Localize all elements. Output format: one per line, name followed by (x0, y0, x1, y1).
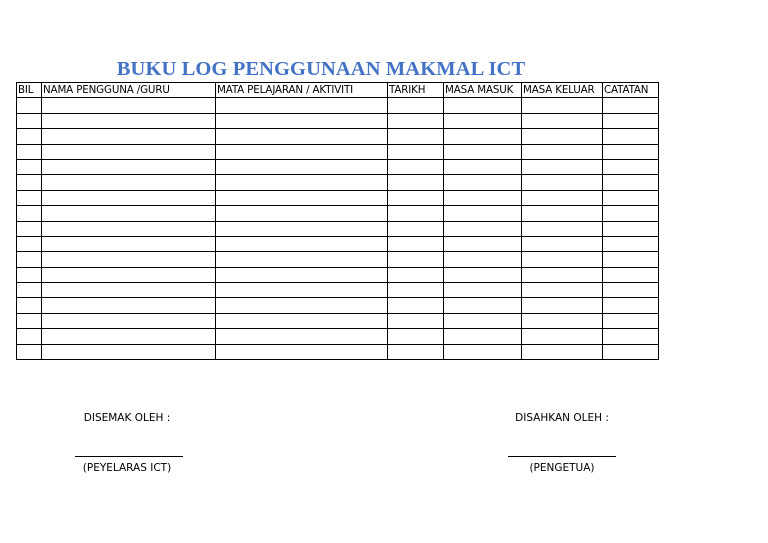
table-cell[interactable] (522, 283, 603, 298)
table-cell[interactable] (216, 98, 388, 113)
table-row (17, 113, 659, 128)
table-cell[interactable] (444, 113, 522, 128)
table-cell[interactable] (216, 236, 388, 251)
table-cell[interactable] (388, 298, 444, 313)
table-cell[interactable] (388, 267, 444, 282)
table-cell[interactable] (388, 236, 444, 251)
table-cell[interactable] (388, 252, 444, 267)
table-cell[interactable] (216, 267, 388, 282)
table-cell[interactable] (17, 267, 42, 282)
table-cell[interactable] (216, 283, 388, 298)
table-cell[interactable] (603, 236, 659, 251)
table-cell[interactable] (444, 98, 522, 113)
table-row (17, 144, 659, 159)
table-cell[interactable] (603, 144, 659, 159)
table-cell[interactable] (603, 252, 659, 267)
table-cell[interactable] (42, 267, 216, 282)
table-cell[interactable] (216, 113, 388, 128)
table-cell[interactable] (42, 113, 216, 128)
table-cell[interactable] (522, 175, 603, 190)
page-title: BUKU LOG PENGGUNAAN MAKMAL ICT (116, 58, 526, 80)
table-cell[interactable] (603, 175, 659, 190)
column-header-masa-keluar: MASA KELUAR (522, 83, 603, 98)
table-cell[interactable] (522, 98, 603, 113)
table-row (17, 159, 659, 174)
table-cell[interactable] (603, 159, 659, 174)
table-cell[interactable] (17, 313, 42, 328)
table-cell[interactable] (216, 313, 388, 328)
column-header-mata-pelajaran: MATA PELAJARAN / AKTIVITI (216, 83, 388, 98)
table-cell[interactable] (42, 129, 216, 144)
table-cell[interactable] (216, 175, 388, 190)
table-cell[interactable] (603, 113, 659, 128)
table-cell[interactable] (522, 206, 603, 221)
table-row (17, 129, 659, 144)
table-cell[interactable] (603, 129, 659, 144)
table-cell[interactable] (42, 190, 216, 205)
table-cell[interactable] (603, 344, 659, 359)
column-header-catatan: CATATAN (603, 83, 659, 98)
table-cell[interactable] (444, 175, 522, 190)
table-cell[interactable] (388, 144, 444, 159)
table-cell[interactable] (17, 329, 42, 344)
table-cell[interactable] (522, 236, 603, 251)
table-cell[interactable] (603, 298, 659, 313)
table-cell[interactable] (42, 175, 216, 190)
table-cell[interactable] (388, 206, 444, 221)
table-body (17, 98, 659, 360)
table-cell[interactable] (17, 283, 42, 298)
table-cell[interactable] (388, 313, 444, 328)
log-table (16, 82, 659, 360)
table-cell[interactable] (17, 129, 42, 144)
table-cell[interactable] (522, 144, 603, 159)
table-cell[interactable] (42, 206, 216, 221)
table-cell[interactable] (17, 113, 42, 128)
table-row (17, 267, 659, 282)
table-cell[interactable] (444, 267, 522, 282)
table-cell[interactable] (388, 283, 444, 298)
column-header-masa-masuk: MASA MASUK (444, 83, 522, 98)
table-row (17, 252, 659, 267)
table-cell[interactable] (444, 129, 522, 144)
table-cell[interactable] (388, 113, 444, 128)
table-cell[interactable] (42, 313, 216, 328)
table-cell[interactable] (42, 283, 216, 298)
table-row (17, 236, 659, 251)
table-cell[interactable] (388, 175, 444, 190)
table-cell[interactable] (522, 129, 603, 144)
table-cell[interactable] (216, 298, 388, 313)
table-cell[interactable] (388, 159, 444, 174)
table-cell[interactable] (522, 329, 603, 344)
table-cell[interactable] (216, 221, 388, 236)
table-cell[interactable] (216, 206, 388, 221)
column-header-nama-pengguna: NAMA PENGGUNA /GURU (42, 83, 216, 98)
table-row (17, 175, 659, 190)
table-row (17, 313, 659, 328)
table-cell[interactable] (42, 344, 216, 359)
table-cell[interactable] (42, 298, 216, 313)
table-cell[interactable] (17, 298, 42, 313)
table-cell[interactable] (388, 221, 444, 236)
table-cell[interactable] (388, 190, 444, 205)
table-cell[interactable] (444, 206, 522, 221)
table-row (17, 206, 659, 221)
table-row (17, 283, 659, 298)
table-cell[interactable] (444, 159, 522, 174)
table-cell[interactable] (522, 113, 603, 128)
table-cell[interactable] (603, 190, 659, 205)
table-cell[interactable] (17, 206, 42, 221)
table-cell[interactable] (216, 252, 388, 267)
table-row (17, 329, 659, 344)
table-cell[interactable] (603, 221, 659, 236)
table-cell[interactable] (42, 98, 216, 113)
table-cell[interactable] (216, 190, 388, 205)
reviewer-signature-line[interactable] (75, 456, 183, 457)
table-cell[interactable] (444, 252, 522, 267)
table-cell[interactable] (444, 329, 522, 344)
table-cell[interactable] (603, 283, 659, 298)
table-cell[interactable] (216, 129, 388, 144)
table-cell[interactable] (522, 190, 603, 205)
approved-by-label: DISAHKAN OLEH : (515, 412, 609, 424)
table-cell[interactable] (42, 144, 216, 159)
table-cell[interactable] (444, 344, 522, 359)
reviewer-role-label: (PEYELARAS ICT) (82, 462, 172, 474)
table-cell[interactable] (42, 236, 216, 251)
table-cell[interactable] (444, 313, 522, 328)
table-cell[interactable] (216, 144, 388, 159)
table-row (17, 344, 659, 359)
table-cell[interactable] (216, 329, 388, 344)
table-cell[interactable] (603, 267, 659, 282)
table-cell[interactable] (17, 344, 42, 359)
table-row (17, 98, 659, 113)
table-cell[interactable] (444, 283, 522, 298)
table-row (17, 298, 659, 313)
table-row (17, 190, 659, 205)
table-cell[interactable] (444, 236, 522, 251)
table-cell[interactable] (444, 221, 522, 236)
table-cell[interactable] (42, 159, 216, 174)
table-cell[interactable] (17, 236, 42, 251)
table-cell[interactable] (522, 252, 603, 267)
table-cell[interactable] (388, 329, 444, 344)
reviewed-by-label: DISEMAK OLEH : (83, 412, 171, 424)
table-cell[interactable] (216, 344, 388, 359)
table-cell[interactable] (17, 144, 42, 159)
table-cell[interactable] (444, 144, 522, 159)
table-cell[interactable] (603, 313, 659, 328)
approver-signature-line[interactable] (508, 456, 616, 457)
table-row (17, 221, 659, 236)
table-cell[interactable] (444, 298, 522, 313)
table-cell[interactable] (388, 344, 444, 359)
table-cell[interactable] (216, 159, 388, 174)
column-header-bil: BIL (17, 83, 42, 98)
table-cell[interactable] (522, 298, 603, 313)
table-cell[interactable] (17, 175, 42, 190)
table-cell[interactable] (388, 129, 444, 144)
table-cell[interactable] (42, 329, 216, 344)
table-cell[interactable] (444, 190, 522, 205)
table-cell[interactable] (522, 221, 603, 236)
table-cell[interactable] (522, 313, 603, 328)
table-cell[interactable] (603, 329, 659, 344)
table-cell[interactable] (522, 159, 603, 174)
table-cell[interactable] (17, 252, 42, 267)
table-cell[interactable] (17, 190, 42, 205)
column-header-tarikh: TARIKH (388, 83, 444, 98)
table-cell[interactable] (17, 221, 42, 236)
table-cell[interactable] (17, 98, 42, 113)
table-cell[interactable] (17, 159, 42, 174)
table-cell[interactable] (522, 344, 603, 359)
table-cell[interactable] (388, 98, 444, 113)
approver-role-label: (PENGETUA) (529, 462, 595, 474)
table-cell[interactable] (42, 221, 216, 236)
table-cell[interactable] (603, 98, 659, 113)
table-cell[interactable] (603, 206, 659, 221)
table-cell[interactable] (42, 252, 216, 267)
table-cell[interactable] (522, 267, 603, 282)
table-header-row (17, 83, 659, 98)
